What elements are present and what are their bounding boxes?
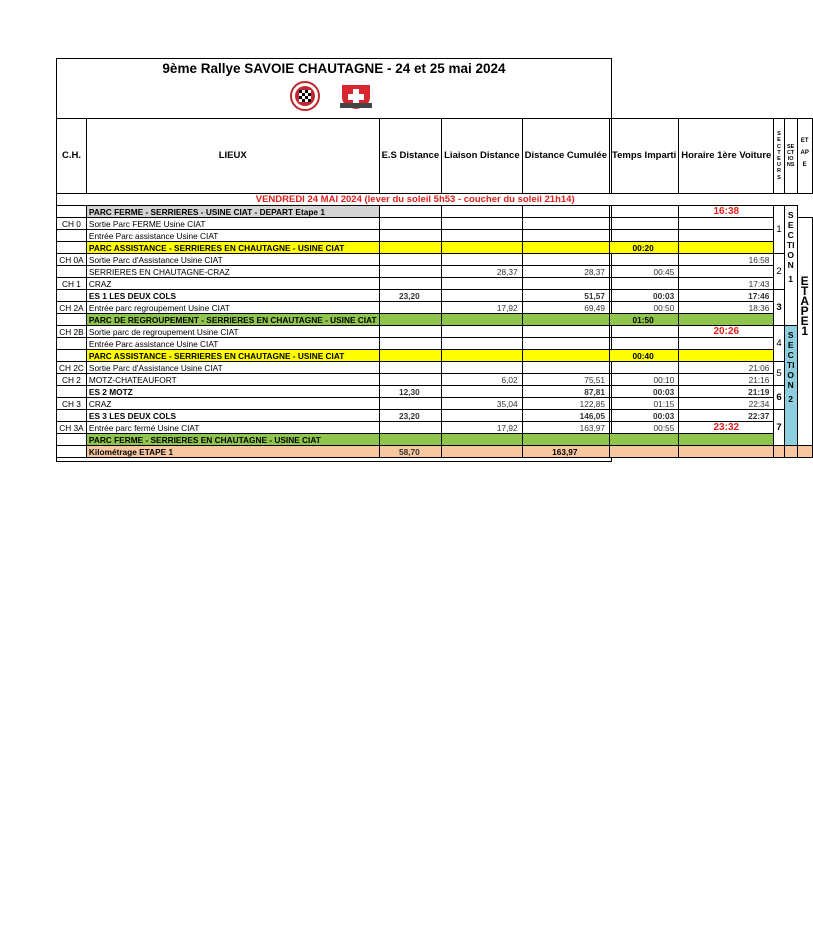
table-header (57, 119, 813, 194)
lieu-cell: MOTZ-CHATEAUFORT (86, 374, 379, 386)
ch-cell: CH 3 (57, 398, 87, 410)
liaison-cell (442, 446, 523, 458)
section-blank (784, 446, 797, 458)
table-body (57, 206, 813, 458)
lieu-cell: Entrée Parc assistance Usine CIAT (86, 338, 379, 350)
es-distance-cell (379, 362, 442, 374)
liaison-cell: 17,92 (442, 422, 523, 434)
lieu-cell: PARC ASSISTANCE - SERRIERES EN CHAUTAGNE - USINE CIAT (86, 350, 379, 362)
horaire-cell (679, 218, 774, 230)
header-liaison: Liaison Distance (442, 119, 523, 194)
cumul-cell (522, 434, 609, 446)
ch-cell (57, 230, 87, 242)
horaire-cell: 18:36 (679, 302, 774, 314)
liaison-cell (442, 218, 523, 230)
cumul-cell (522, 230, 609, 242)
table-row (57, 302, 813, 314)
es-distance-cell (379, 422, 442, 434)
etape-label: ETAPE (800, 274, 809, 328)
cumul-cell (522, 206, 609, 218)
section-number: 1 (788, 274, 794, 284)
es-distance-cell (379, 350, 442, 362)
temps-cell (610, 230, 679, 242)
liaison-cell (442, 386, 523, 398)
liaison-cell (442, 314, 523, 326)
ch-cell (57, 434, 87, 446)
horaire-cell: 21:16 (679, 374, 774, 386)
temps-cell: 00:50 (610, 302, 679, 314)
table-row (57, 206, 813, 218)
section-number: 2 (788, 394, 794, 404)
es-distance-cell (379, 374, 442, 386)
liaison-cell (442, 338, 523, 350)
liaison-cell (442, 362, 523, 374)
date-line: VENDREDI 24 MAI 2024 (lever du soleil 5h53 - coucher du soleil 21h14) (57, 194, 774, 206)
horaire-cell (679, 266, 774, 278)
lieu-cell: Sortie Parc d'Assistance Usine CIAT (86, 362, 379, 374)
header-es-distance: E.S Distance (379, 119, 442, 194)
temps-cell (610, 434, 679, 446)
ch-cell (57, 290, 87, 302)
horaire-cell (679, 242, 774, 254)
ch-cell: CH 1 (57, 278, 87, 290)
roadbook-sheet (56, 58, 809, 462)
liaison-cell (442, 350, 523, 362)
es-distance-cell (379, 326, 442, 338)
table-row (57, 266, 813, 278)
es-distance-cell: 58,70 (379, 446, 442, 458)
etape-blank (797, 446, 812, 458)
liaison-cell: 6,02 (442, 374, 523, 386)
liaison-cell (442, 434, 523, 446)
table-row (57, 278, 813, 290)
temps-cell (610, 278, 679, 290)
temps-cell: 00:40 (610, 350, 679, 362)
liaison-cell: 35,04 (442, 398, 523, 410)
liaison-cell (442, 290, 523, 302)
lieu-cell: PARC FERME - SERRIERES EN CHAUTAGNE - USINE CIAT (86, 434, 379, 446)
page-title: 9ème Rallye SAVOIE CHAUTAGNE - 24 et 25 mai 2024 (162, 61, 506, 76)
secteur-number: 5 (774, 362, 784, 386)
horaire-cell (679, 350, 774, 362)
secteur-number: 4 (774, 326, 784, 362)
cumul-cell (522, 350, 609, 362)
secteur-number: 3 (774, 290, 784, 326)
lieu-cell: CRAZ (86, 398, 379, 410)
horaire-cell (679, 338, 774, 350)
cumul-cell (522, 278, 609, 290)
temps-cell (610, 206, 679, 218)
section-1 (784, 206, 797, 326)
etape-1 (797, 218, 812, 446)
table-row (57, 254, 813, 266)
cumul-cell (522, 326, 609, 338)
ch-cell (57, 206, 87, 218)
table-row (57, 386, 813, 398)
temps-cell: 00:03 (610, 386, 679, 398)
ch-cell (57, 338, 87, 350)
cumul-cell: 122,85 (522, 398, 609, 410)
secteur-number: 1 (774, 206, 784, 254)
horaire-cell: 17:46 (679, 290, 774, 302)
table-row (57, 314, 813, 326)
es-distance-cell (379, 266, 442, 278)
table-row (57, 350, 813, 362)
temps-cell (610, 446, 679, 458)
temps-cell: 00:03 (610, 290, 679, 302)
cumul-cell: 28,37 (522, 266, 609, 278)
table-row (57, 218, 813, 230)
temps-cell: 00:45 (610, 266, 679, 278)
ch-cell (57, 410, 87, 422)
lieu-cell: ES 3 LES DEUX COLS (86, 410, 379, 422)
liaison-cell (442, 410, 523, 422)
liaison-cell: 17,92 (442, 302, 523, 314)
ch-cell: CH 0A (57, 254, 87, 266)
es-distance-cell (379, 314, 442, 326)
horaire-cell: 16:58 (679, 254, 774, 266)
lieu-cell: Entrée Parc assistance Usine CIAT (86, 230, 379, 242)
secteur-number: 2 (774, 254, 784, 290)
es-distance-cell: 23,20 (379, 290, 442, 302)
horaire-cell: 22:34 (679, 398, 774, 410)
lieu-cell: Sortie Parc d'Assistance Usine CIAT (86, 254, 379, 266)
lieu-cell: ES 1 LES DEUX COLS (86, 290, 379, 302)
cumul-cell: 69,49 (522, 302, 609, 314)
horaire-cell: 20:26 (679, 326, 774, 338)
temps-cell: 00:03 (610, 410, 679, 422)
temps-cell: 01:15 (610, 398, 679, 410)
liaison-cell (442, 206, 523, 218)
date-row (57, 194, 813, 206)
es-distance-cell (379, 278, 442, 290)
table-row (57, 398, 813, 410)
liaison-cell: 28,37 (442, 266, 523, 278)
cumul-cell (522, 242, 609, 254)
header-cumul: Distance Cumulée (522, 119, 609, 194)
lieu-cell: Entrée parc fermé Usine CIAT (86, 422, 379, 434)
rallye-logo-icon (290, 81, 320, 111)
lieu-cell: ES 2 MOTZ (86, 386, 379, 398)
cumul-cell: 87,81 (522, 386, 609, 398)
temps-cell (610, 218, 679, 230)
ch-cell (57, 446, 87, 458)
cumul-cell (522, 218, 609, 230)
table-row (57, 446, 813, 458)
horaire-cell: 17:43 (679, 278, 774, 290)
table-row (57, 434, 813, 446)
secteur-blank (774, 446, 784, 458)
es-distance-cell (379, 302, 442, 314)
liaison-cell (442, 230, 523, 242)
header-ch: C.H. (57, 119, 87, 194)
section-2 (784, 326, 797, 446)
horaire-cell: 23:32 (679, 422, 774, 434)
cumul-cell (522, 314, 609, 326)
es-distance-cell (379, 338, 442, 350)
header-sections: SECTIONS (784, 119, 797, 194)
lieu-cell: SERRIERES EN CHAUTAGNE-CRAZ (86, 266, 379, 278)
cumul-cell: 75,51 (522, 374, 609, 386)
horaire-cell: 16:38 (679, 206, 774, 218)
liaison-cell (442, 254, 523, 266)
es-distance-cell (379, 206, 442, 218)
es-distance-cell (379, 398, 442, 410)
section-label: SECTION (786, 210, 795, 270)
header-lieux: LIEUX (86, 119, 379, 194)
lieu-cell: Entrée parc regroupement Usine CIAT (86, 302, 379, 314)
temps-cell: 01:50 (610, 314, 679, 326)
temps-cell: 00:20 (610, 242, 679, 254)
lieu-cell: PARC FERME - SERRIERES - USINE CIAT - DEPART Etape 1 (86, 206, 379, 218)
table-row (57, 326, 813, 338)
table-row (57, 422, 813, 434)
es-distance-cell (379, 218, 442, 230)
temps-cell: 00:55 (610, 422, 679, 434)
es-distance-cell: 12,30 (379, 386, 442, 398)
cumul-cell: 163,97 (522, 446, 609, 458)
ch-cell (57, 266, 87, 278)
ch-cell: CH 2B (57, 326, 87, 338)
cumul-cell: 51,57 (522, 290, 609, 302)
table-row (57, 338, 813, 350)
ch-cell: CH 2 (57, 374, 87, 386)
header-etape-label: ETAPE (800, 138, 809, 168)
lieu-cell: PARC ASSISTANCE - SERRIERES EN CHAUTAGNE - USINE CIAT (86, 242, 379, 254)
secteur-number: 6 (774, 386, 784, 410)
table-row (57, 362, 813, 374)
ch-cell (57, 350, 87, 362)
etape-top-blank (797, 206, 812, 218)
es-distance-cell (379, 242, 442, 254)
liaison-cell (442, 326, 523, 338)
lieu-cell: Kilométrage ETAPE 1 (86, 446, 379, 458)
horaire-cell (679, 434, 774, 446)
temps-cell (610, 338, 679, 350)
savoie-logo-icon (338, 81, 374, 111)
temps-cell (610, 362, 679, 374)
table-row (57, 242, 813, 254)
header-etape (797, 119, 812, 194)
liaison-cell (442, 278, 523, 290)
ch-cell: CH 0 (57, 218, 87, 230)
horaire-cell (679, 314, 774, 326)
horaire-cell: 22:37 (679, 410, 774, 422)
es-distance-cell (379, 230, 442, 242)
etape-number: 1 (801, 324, 808, 338)
table-row (57, 410, 813, 422)
table-row (57, 230, 813, 242)
horaire-cell: 21:06 (679, 362, 774, 374)
timetable (56, 118, 813, 458)
ch-cell (57, 314, 87, 326)
lieu-cell: PARC DE REGROUPEMENT - SERRIERES EN CHAUTAGNE - USINE CIAT (86, 314, 379, 326)
section-label: SECTION (786, 330, 795, 390)
temps-cell (610, 254, 679, 266)
horaire-cell (679, 446, 774, 458)
temps-cell: 00:10 (610, 374, 679, 386)
lieu-cell: Sortie parc de regroupement Usine CIAT (86, 326, 379, 338)
es-distance-cell (379, 434, 442, 446)
ch-cell: CH 3A (57, 422, 87, 434)
table-row (57, 290, 813, 302)
cumul-cell: 163,97 (522, 422, 609, 434)
cumul-cell (522, 338, 609, 350)
horaire-cell: 21:19 (679, 386, 774, 398)
ch-cell (57, 386, 87, 398)
es-distance-cell (379, 254, 442, 266)
horaire-cell (679, 230, 774, 242)
ch-cell (57, 242, 87, 254)
lieu-cell: Sortie Parc FERME Usine CIAT (86, 218, 379, 230)
lieu-cell: CRAZ (86, 278, 379, 290)
ch-cell: CH 2A (57, 302, 87, 314)
ch-cell: CH 2C (57, 362, 87, 374)
cumul-cell (522, 362, 609, 374)
header-temps: Temps Imparti (610, 119, 679, 194)
header-secteurs: SECTEURS (774, 119, 784, 194)
header-horaire: Horaire 1ère Voiture (679, 119, 774, 194)
table-row (57, 374, 813, 386)
cumul-cell: 146,05 (522, 410, 609, 422)
es-distance-cell: 23,20 (379, 410, 442, 422)
liaison-cell (442, 242, 523, 254)
secteur-number: 7 (774, 410, 784, 446)
cumul-cell (522, 254, 609, 266)
temps-cell (610, 326, 679, 338)
